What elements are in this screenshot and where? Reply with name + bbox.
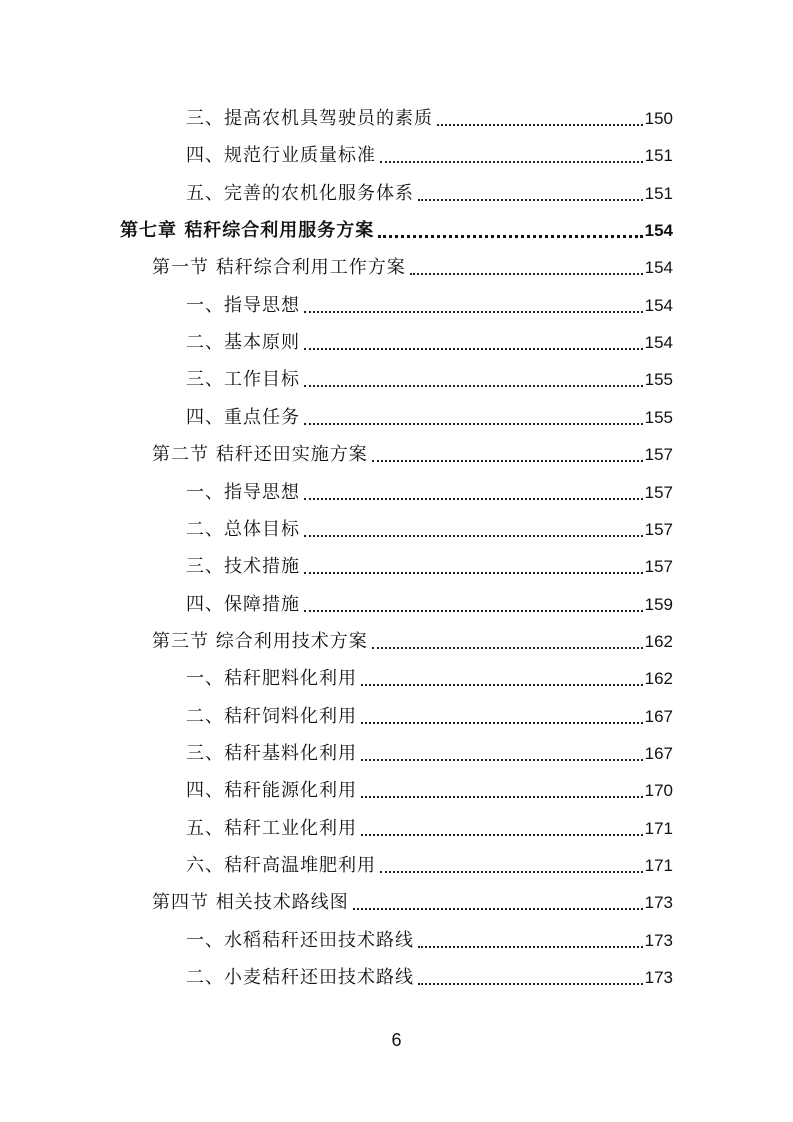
toc-dot-leader [437,124,643,126]
toc-entry-page: 167 [644,743,673,763]
toc-entry[interactable] [0,143,673,169]
toc-dot-leader [361,834,643,836]
toc-entry[interactable] [0,517,673,543]
toc-entry-page: 162 [644,631,673,651]
toc-entry[interactable] [0,816,673,842]
toc-entry-label: 四、重点任务 [186,406,300,428]
toc-entry[interactable] [0,666,673,692]
toc-entry[interactable] [0,367,673,393]
toc-entry[interactable] [0,554,673,580]
toc-entry[interactable] [0,592,673,618]
toc-dot-leader [361,796,643,798]
toc-entry-label: 三、提高农机具驾驶员的素质 [186,108,433,129]
toc-entry-page: 151 [644,183,673,203]
toc-entry-page: 157 [644,482,673,502]
toc-entry-label: 一、秸秆肥料化利用 [186,668,357,690]
toc-dot-leader [304,311,643,313]
toc-dot-leader [418,199,643,201]
toc-entry-label: 二、总体目标 [186,518,300,540]
toc-dot-leader [372,460,643,462]
toc-entry[interactable] [0,704,673,730]
toc-dot-leader [380,161,643,163]
toc-dot-leader [353,908,643,910]
toc-entry-label: 一、水稻秸秆还田技术路线 [186,929,414,951]
toc-entry-label: 五、秸秆工业化利用 [186,817,357,839]
toc-dot-leader [418,946,643,948]
toc-entry-label: 一、指导思想 [186,294,300,316]
toc-entry-label: 第一节 秸秆综合利用工作方案 [152,257,406,279]
toc-dot-leader [361,722,643,724]
toc-entry-label: 五、完善的农机化服务体系 [186,182,414,204]
toc-entry-page: 170 [644,781,673,801]
toc-entry[interactable] [0,218,673,244]
toc-entry-page: 157 [644,557,673,577]
toc-entry-page: 150 [644,109,673,128]
toc-entry-label: 四、规范行业质量标准 [186,145,376,167]
toc-entry-page: 173 [644,893,673,913]
toc-entry-page: 162 [644,669,673,689]
toc-entry-label: 第七章 秸秆综合利用服务方案 [120,220,375,242]
toc-entry-page: 155 [644,407,673,427]
toc-entry[interactable] [0,181,673,207]
toc-dot-leader [418,983,643,985]
toc-dot-leader [372,647,643,649]
toc-dot-leader [361,684,643,686]
toc-entry-page: 173 [644,930,673,950]
toc-entry[interactable] [0,778,673,804]
toc-entry-label: 第二节 秸秆还田实施方案 [152,444,368,466]
toc-entry[interactable] [0,965,673,991]
toc-entry[interactable] [0,928,673,954]
toc-entry[interactable] [0,293,673,319]
toc-entry-page: 171 [644,856,673,875]
toc-dot-leader [304,348,643,350]
toc-entry[interactable] [0,890,673,916]
toc-entry-label: 一、指导思想 [186,481,300,503]
toc-dot-leader [304,423,643,425]
toc-dot-leader [304,572,643,574]
toc-dot-leader [304,385,643,387]
toc-dot-leader [378,235,642,238]
toc-entry-label: 三、工作目标 [186,369,300,391]
toc-entry[interactable] [0,106,673,132]
toc-entry[interactable] [0,255,673,281]
toc-entry[interactable] [0,480,673,506]
toc-entry-label: 六、秸秆高温堆肥利用 [186,855,376,876]
toc-entry-page: 157 [644,519,673,539]
toc-entry-label: 第四节 相关技术路线图 [152,892,349,914]
toc-entry-page: 154 [644,221,673,241]
toc-dot-leader [361,759,643,761]
toc-dot-leader [410,273,643,275]
toc-entry-label: 二、秸秆饲料化利用 [186,705,357,727]
page-number: 6 [391,1030,402,1050]
toc-entry-label: 二、基本原则 [186,332,300,354]
toc-entry-page: 171 [644,818,673,838]
toc-entry-page: 155 [644,370,673,390]
toc-entry-page: 167 [644,706,673,726]
toc-entry[interactable] [0,741,673,767]
toc-dot-leader [380,871,643,873]
toc-entry-page: 154 [644,333,673,353]
toc-entry-label: 四、保障措施 [186,593,300,615]
toc-entry-page: 173 [644,968,673,988]
toc-entry-page: 154 [644,295,673,315]
toc-entry-label: 四、秸秆能源化利用 [186,780,357,802]
toc-entry-page: 154 [644,258,673,278]
toc-entry-label: 三、技术措施 [186,556,300,578]
toc-entry[interactable] [0,330,673,356]
toc-dot-leader [304,610,643,612]
toc-dot-leader [304,535,643,537]
toc-entry-label: 三、秸秆基料化利用 [186,742,357,764]
toc-entry[interactable] [0,629,673,655]
toc-dot-leader [304,498,643,500]
toc-entry[interactable] [0,853,673,879]
toc-entry-page: 157 [644,445,673,465]
toc-entry-label: 第三节 综合利用技术方案 [152,630,368,652]
toc-entry-page: 151 [644,146,673,166]
toc-entry-page: 159 [644,594,673,614]
toc-entry-label: 二、小麦秸秆还田技术路线 [186,967,414,989]
toc-entry[interactable] [0,442,673,468]
toc-entry[interactable] [0,405,673,431]
